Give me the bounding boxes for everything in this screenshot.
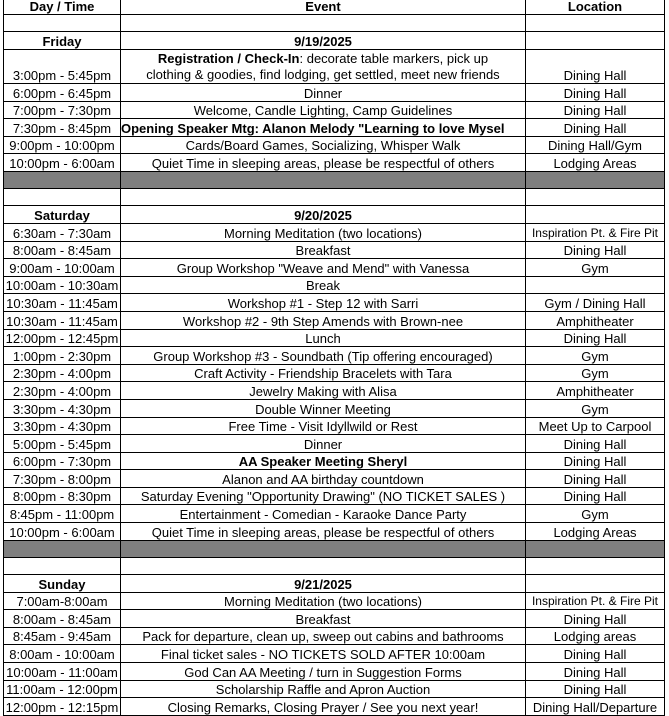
location-cell: Lodging Areas [526, 154, 665, 172]
time-cell: 8:45am - 9:45am [4, 627, 121, 645]
location-cell: Lodging Areas [526, 523, 665, 541]
spacer-cell [526, 188, 665, 205]
location-cell: Gym / Dining Hall [526, 294, 665, 312]
spacer-cell [121, 15, 526, 32]
time-cell: 8:00pm - 8:30pm [4, 487, 121, 505]
location-cell: Amphitheater [526, 311, 665, 329]
event-line-2: clothing & goodies, find lodging, get settled, meet new friends [146, 67, 500, 82]
schedule-row [4, 487, 665, 505]
event-cell: Double Winner Meeting [121, 399, 526, 417]
schedule-row [4, 698, 665, 716]
separator-cell [526, 540, 665, 557]
schedule-row [4, 259, 665, 277]
location-cell: Inspiration Pt. & Fire Pit [526, 592, 665, 610]
time-cell: 1:00pm - 2:30pm [4, 347, 121, 365]
time-cell: 8:00am - 10:00am [4, 645, 121, 663]
schedule-row [4, 435, 665, 453]
spacer-row [4, 188, 665, 205]
event-cell: Cards/Board Games, Socializing, Whisper Walk [121, 136, 526, 154]
schedule-row [4, 347, 665, 365]
schedule-body [4, 15, 665, 716]
time-cell: 10:30am - 11:45am [4, 311, 121, 329]
schedule-row [4, 294, 665, 312]
day-location-cell [526, 32, 665, 50]
schedule-row [4, 627, 665, 645]
schedule-row [4, 136, 665, 154]
event-cell: Pack for departure, clean up, sweep out cabins and bathrooms [121, 627, 526, 645]
location-cell: Gym [526, 399, 665, 417]
day-date: 9/20/2025 [121, 205, 526, 223]
event-cell: Quiet Time in sleeping areas, please be respectful of others [121, 523, 526, 541]
location-cell: Dining Hall [526, 84, 665, 102]
time-cell: 8:45pm - 11:00pm [4, 505, 121, 523]
location-cell: Gym [526, 259, 665, 277]
location-cell: Gym [526, 505, 665, 523]
time-cell: 7:30pm - 8:45pm [4, 119, 121, 137]
location-cell: Dining Hall [526, 435, 665, 453]
day-date: 9/19/2025 [121, 32, 526, 50]
day-name: Sunday [4, 574, 121, 592]
header-row [4, 0, 665, 15]
schedule-row [4, 50, 665, 84]
schedule-row [4, 329, 665, 347]
location-cell: Dining Hall/Gym [526, 136, 665, 154]
event-cell: Final ticket sales - NO TICKETS SOLD AFTER 10:00am [121, 645, 526, 663]
schedule-row [4, 84, 665, 102]
event-cell: Breakfast [121, 241, 526, 259]
schedule-row [4, 645, 665, 663]
event-cell: Craft Activity - Friendship Bracelets with Tara [121, 364, 526, 382]
schedule-row [4, 399, 665, 417]
time-cell: 10:00am - 10:30am [4, 276, 121, 294]
schedule-row [4, 417, 665, 435]
time-cell: 8:00am - 8:45am [4, 241, 121, 259]
location-cell: Lodging areas [526, 627, 665, 645]
separator-cell [526, 171, 665, 188]
day-date: 9/21/2025 [121, 574, 526, 592]
event-cell: Dinner [121, 84, 526, 102]
event-text: : decorate table markers, pick up [299, 51, 489, 66]
time-cell: 12:00pm - 12:15pm [4, 698, 121, 716]
schedule-row [4, 154, 665, 172]
time-cell: 10:00pm - 6:00am [4, 523, 121, 541]
location-cell: Amphitheater [526, 382, 665, 400]
event-cell: AA Speaker Meeting Sheryl [121, 452, 526, 470]
time-cell: 2:30pm - 4:00pm [4, 382, 121, 400]
day-location-cell [526, 574, 665, 592]
day-header-row [4, 205, 665, 223]
separator-cell [121, 540, 526, 557]
event-cell [121, 50, 526, 84]
spacer-cell [4, 188, 121, 205]
separator-cell [4, 540, 121, 557]
event-line-1 [121, 51, 525, 67]
event-cell: Closing Remarks, Closing Prayer / See you next year! [121, 698, 526, 716]
location-cell: Gym [526, 364, 665, 382]
spacer-cell [121, 557, 526, 574]
event-cell: Entertainment - Comedian - Karaoke Dance Party [121, 505, 526, 523]
schedule-row [4, 505, 665, 523]
schedule-row [4, 101, 665, 119]
day-header-row [4, 574, 665, 592]
event-cell: Lunch [121, 329, 526, 347]
location-cell [526, 276, 665, 294]
spacer-cell [526, 15, 665, 32]
location-cell: Dining Hall [526, 119, 665, 137]
time-cell: 9:00pm - 10:00pm [4, 136, 121, 154]
time-cell: 3:30pm - 4:30pm [4, 399, 121, 417]
schedule-row [4, 223, 665, 241]
spacer-row [4, 557, 665, 574]
schedule-row [4, 680, 665, 698]
schedule-row [4, 276, 665, 294]
time-cell: 6:30am - 7:30am [4, 223, 121, 241]
schedule-row [4, 610, 665, 628]
event-cell: Morning Meditation (two locations) [121, 223, 526, 241]
time-cell: 5:00pm - 5:45pm [4, 435, 121, 453]
location-cell: Gym [526, 347, 665, 365]
location-cell: Dining Hall [526, 101, 665, 119]
spacer-cell [526, 557, 665, 574]
event-cell: Welcome, Candle Lighting, Camp Guidelines [121, 101, 526, 119]
event-cell: Saturday Evening "Opportunity Drawing" (NO TICKET SALES ) [121, 487, 526, 505]
time-cell: 9:00am - 10:00am [4, 259, 121, 277]
time-cell: 11:00am - 12:00pm [4, 680, 121, 698]
day-location-cell [526, 205, 665, 223]
location-cell: Dining Hall [526, 50, 665, 84]
separator-row [4, 171, 665, 188]
location-cell: Dining Hall [526, 452, 665, 470]
event-cell: Scholarship Raffle and Apron Auction [121, 680, 526, 698]
location-cell: Meet Up to Carpool [526, 417, 665, 435]
time-cell: 10:00pm - 6:00am [4, 154, 121, 172]
location-cell: Dining Hall [526, 241, 665, 259]
schedule-row [4, 311, 665, 329]
event-cell: Workshop #1 - Step 12 with Sarri [121, 294, 526, 312]
header-event: Event [121, 0, 526, 15]
separator-cell [121, 171, 526, 188]
event-cell: Opening Speaker Mtg: Alanon Melody "Learning to love Mysel [121, 119, 526, 137]
time-cell: 8:00am - 8:45am [4, 610, 121, 628]
location-cell: Dining Hall/Departure [526, 698, 665, 716]
time-cell: 6:00pm - 7:30pm [4, 452, 121, 470]
spacer-row [4, 15, 665, 32]
time-cell: 6:00pm - 6:45pm [4, 84, 121, 102]
event-cell: Morning Meditation (two locations) [121, 592, 526, 610]
time-cell: 12:00pm - 12:45pm [4, 329, 121, 347]
schedule-row [4, 470, 665, 488]
location-cell: Dining Hall [526, 680, 665, 698]
spacer-cell [121, 188, 526, 205]
separator-row [4, 540, 665, 557]
time-cell: 7:00am-8:00am [4, 592, 121, 610]
event-cell: Breakfast [121, 610, 526, 628]
event-title: Registration / Check-In [157, 51, 300, 66]
schedule-row [4, 241, 665, 259]
separator-cell [4, 171, 121, 188]
time-cell: 10:30am - 11:45am [4, 294, 121, 312]
time-cell: 2:30pm - 4:00pm [4, 364, 121, 382]
schedule-row [4, 452, 665, 470]
time-cell: 3:30pm - 4:30pm [4, 417, 121, 435]
event-cell: Workshop #2 - 9th Step Amends with Brown-nee [121, 311, 526, 329]
location-cell: Dining Hall [526, 470, 665, 488]
event-cell: Group Workshop #3 - Soundbath (Tip offering encouraged) [121, 347, 526, 365]
location-cell: Inspiration Pt. & Fire Pit [526, 223, 665, 241]
spacer-cell [4, 15, 121, 32]
event-cell: Free Time - Visit Idyllwild or Rest [121, 417, 526, 435]
location-cell: Dining Hall [526, 329, 665, 347]
day-name: Saturday [4, 205, 121, 223]
event-cell: Dinner [121, 435, 526, 453]
location-cell: Dining Hall [526, 610, 665, 628]
day-header-row [4, 32, 665, 50]
schedule-row [4, 364, 665, 382]
schedule-row [4, 119, 665, 137]
schedule-table [3, 0, 665, 716]
day-name: Friday [4, 32, 121, 50]
schedule-row [4, 663, 665, 681]
time-cell: 10:00am - 11:00am [4, 663, 121, 681]
event-cell: Alanon and AA birthday countdown [121, 470, 526, 488]
time-cell: 7:00pm - 7:30pm [4, 101, 121, 119]
time-cell: 3:00pm - 5:45pm [4, 50, 121, 84]
header-time: Day / Time [4, 0, 121, 15]
header-location: Location [526, 0, 665, 15]
schedule-row [4, 523, 665, 541]
event-cell: God Can AA Meeting / turn in Suggestion Forms [121, 663, 526, 681]
event-cell: Group Workshop "Weave and Mend" with Vanessa [121, 259, 526, 277]
event-cell: Jewelry Making with Alisa [121, 382, 526, 400]
time-cell: 7:30pm - 8:00pm [4, 470, 121, 488]
schedule-row [4, 382, 665, 400]
schedule-row [4, 592, 665, 610]
spacer-cell [4, 557, 121, 574]
location-cell: Dining Hall [526, 663, 665, 681]
event-cell: Quiet Time in sleeping areas, please be respectful of others [121, 154, 526, 172]
event-cell: Break [121, 276, 526, 294]
location-cell: Dining Hall [526, 487, 665, 505]
location-cell: Dining Hall [526, 645, 665, 663]
